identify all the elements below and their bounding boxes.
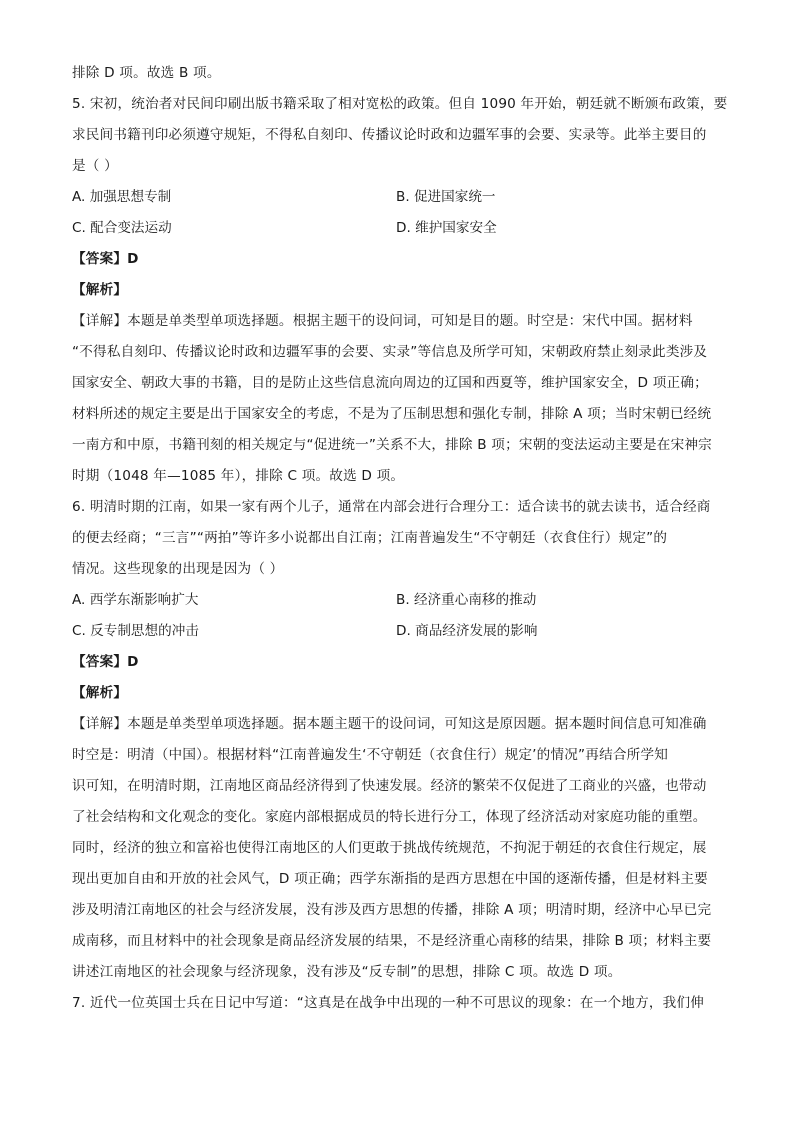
detail-line: 成南移，而且材料中的社会现象是商品经济发展的结果，不是经济重心南移的结果，排除 B 项；材料主要 xyxy=(72,933,712,949)
question-6-stem: 6. 明清时期的江南，如果一家有两个儿子，通常在内部会进行合理分工：适合读书的就去读书，适合经商 xyxy=(72,499,711,515)
option-d: D. 维护国家安全 xyxy=(396,220,497,236)
detail-line: 现出更加自由和开放的社会风气，D 项正确；西学东渐指的是西方思想在中国的逐渐传播，但是材料主要 xyxy=(72,871,708,887)
option-a: A. 西学东渐影响扩大 xyxy=(72,592,199,608)
text-line: 排除 D 项。故选 B 项。 xyxy=(72,65,221,81)
question-6-options-row xyxy=(72,585,726,616)
option-b: B. 经济重心南移的推动 xyxy=(396,592,537,608)
question-6-stem: 情况。这些现象的出现是因为（ ） xyxy=(72,561,284,577)
question-6-options-row xyxy=(72,616,726,647)
question-5-stem: 5. 宋初，统治者对民间印刷出版书籍采取了相对宽松的政策。但自 1090 年开始，朝廷就不断颁布政策，要 xyxy=(72,96,728,112)
question-5-options-row xyxy=(72,213,726,244)
detail-line: 涉及明清江南地区的社会与经济发展，没有涉及西方思想的传播，排除 A 项；明清时期，经济中心早已完 xyxy=(72,902,712,918)
option-b: B. 促进国家统一 xyxy=(396,189,496,205)
question-6-stem: 的便去经商；“三言”“两拍”等许多小说都出自江南；江南普遍发生“不守朝廷（衣食住行）规定”的 xyxy=(72,530,668,546)
detail-line: 同时，经济的独立和富裕也使得江南地区的人们更敢于挑战传统规范，不拘泥于朝廷的衣食住行规定，展 xyxy=(72,840,707,856)
question-5-stem: 求民间书籍刊印必须遵守规矩，不得私自刻印、传播议论时政和边疆军事的会要、实录等。此举主要目的 xyxy=(72,127,707,143)
detail-line: 【详解】本题是单类型单项选择题。据本题主题干的设问词，可知这是原因题。据本题时间信息可知准确 xyxy=(72,716,707,732)
detail-line: 识可知，在明清时期，江南地区商品经济得到了快速发展。经济的繁荣不仅促进了工商业的兴盛，也带动 xyxy=(72,778,707,794)
detail-line: 国家安全、朝政大事的书籍，目的是防止这些信息流向周边的辽国和西夏等，维护国家安全，D 项正确； xyxy=(72,375,708,391)
detail-line: 一南方和中原，书籍刊刻的相关规定与“促进统一”关系不大，排除 B 项；宋朝的变法运动主要是在宋神宗 xyxy=(72,437,712,453)
option-c: C. 反专制思想的冲击 xyxy=(72,623,199,639)
answer-label: 【答案】D xyxy=(72,251,139,267)
option-c: C. 配合变法运动 xyxy=(72,220,172,236)
detail-line: 材料所述的规定主要是出于国家安全的考虑，不是为了压制思想和强化专制，排除 A 项；当时宋朝已经统 xyxy=(72,406,712,422)
analysis-label: 【解析】 xyxy=(72,282,128,298)
detail-line: 时期（1048 年—1085 年），排除 C 项。故选 D 项。 xyxy=(72,468,405,484)
document-page xyxy=(72,58,726,1019)
detail-line: 【详解】本题是单类型单项选择题。根据主题干的设问词，可知是目的题。时空是：宋代中国。据材料 xyxy=(72,313,693,329)
question-5-options-row xyxy=(72,182,726,213)
analysis-label: 【解析】 xyxy=(72,685,128,701)
detail-line: 了社会结构和文化观念的变化。家庭内部根据成员的特长进行分工，体现了经济活动对家庭功能的重塑。 xyxy=(72,809,707,825)
detail-line: “不得私自刻印、传播议论时政和边疆军事的会要、实录”等信息及所学可知，宋朝政府禁止刻录此类涉及 xyxy=(72,344,708,360)
answer-label: 【答案】D xyxy=(72,654,139,670)
detail-line: 讲述江南地区的社会现象与经济现象，没有涉及“反专制”的思想，排除 C 项。故选 D 项。 xyxy=(72,964,622,980)
option-a: A. 加强思想专制 xyxy=(72,189,172,205)
detail-line: 时空是：明清（中国）。根据材料“江南普遍发生‘不守朝廷（衣食住行）规定’的情况”再结合所学知 xyxy=(72,747,669,763)
question-5-stem: 是（ ） xyxy=(72,158,118,174)
option-d: D. 商品经济发展的影响 xyxy=(396,623,538,639)
question-7-stem: 7. 近代一位英国士兵在日记中写道：“这真是在战争中出现的一种不可思议的现象：在一个地方，我们伸 xyxy=(72,995,705,1011)
